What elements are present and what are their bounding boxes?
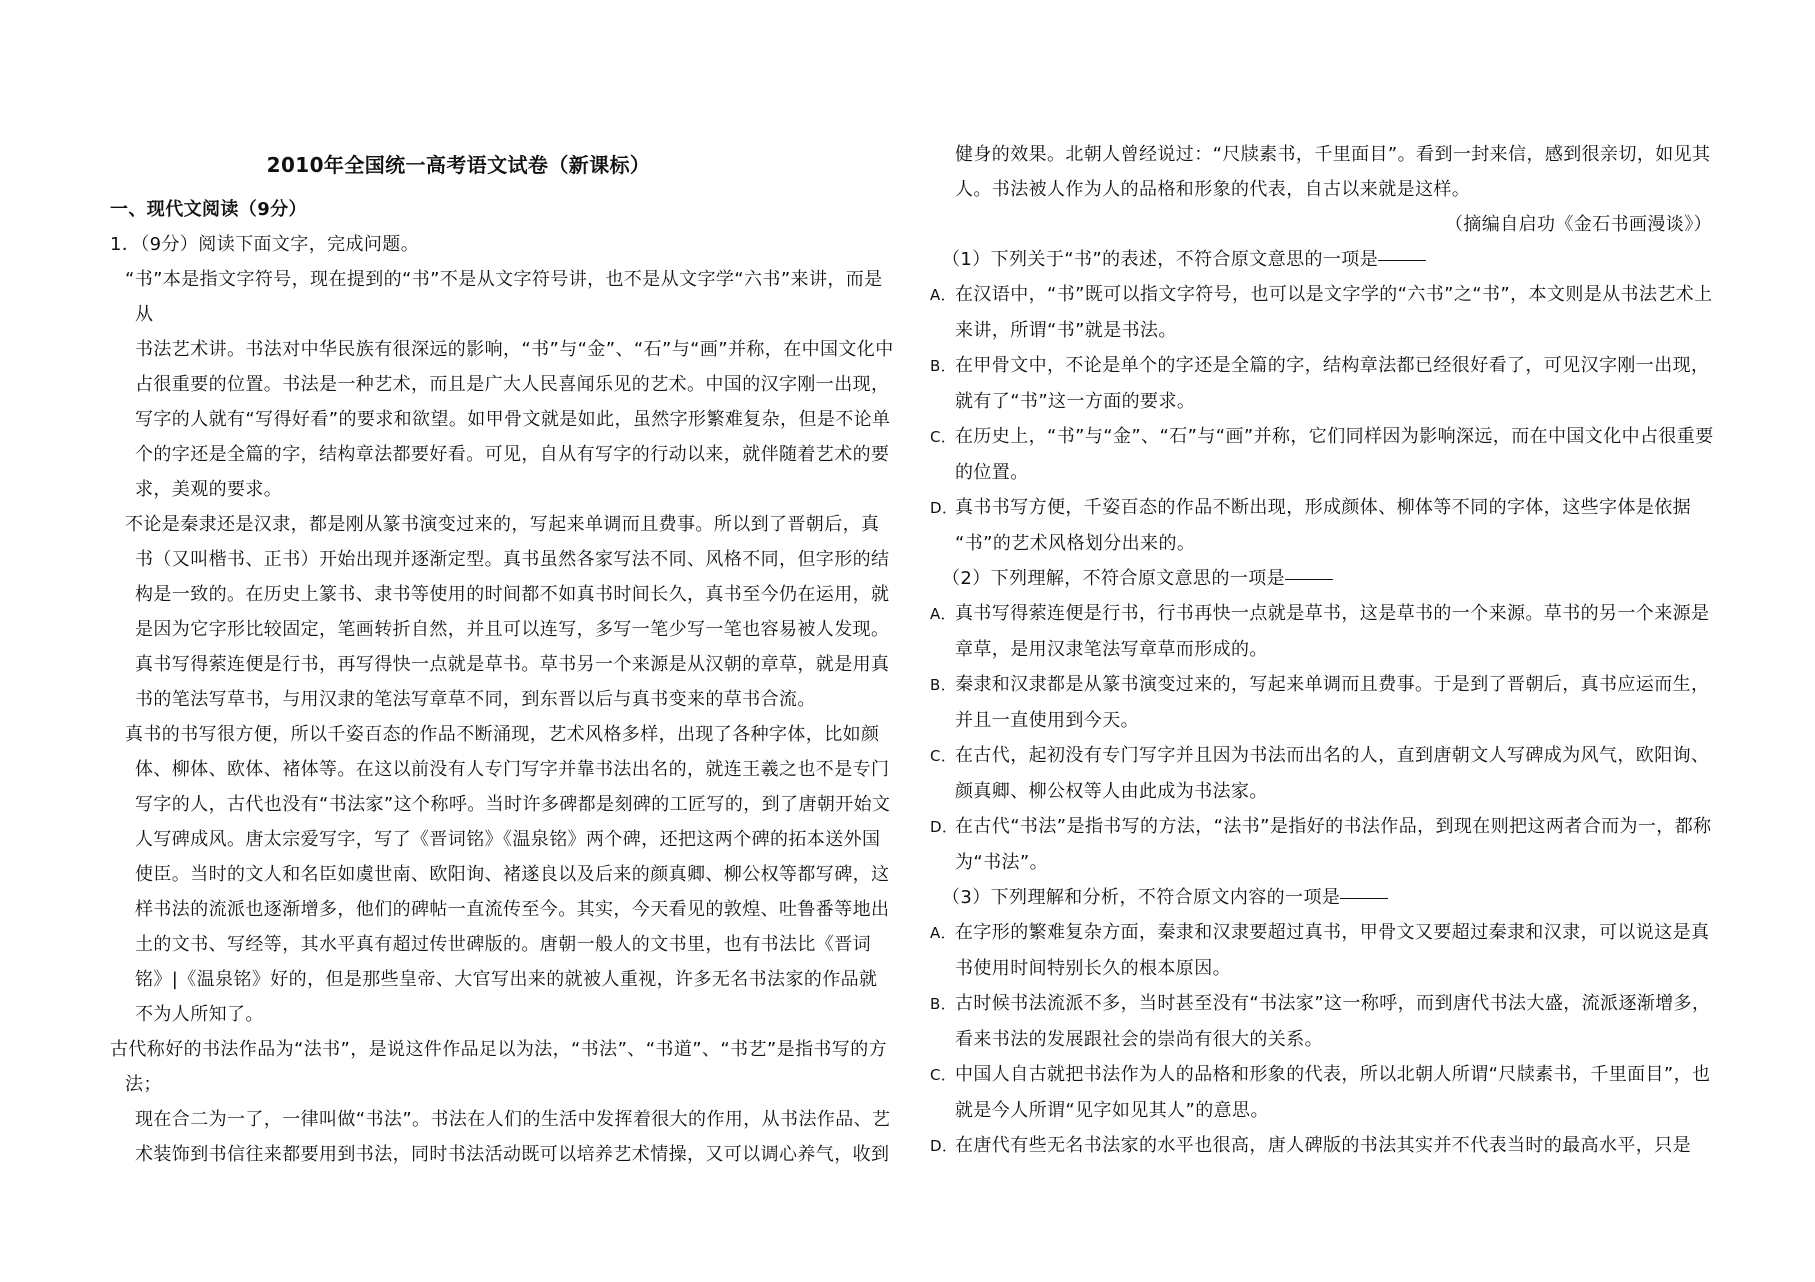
passage-line: 铭》|《温泉铭》好的，但是那些皇帝、大官写出来的就被人重视，许多无名书法家的作品就 <box>135 969 878 990</box>
subquestion-3 <box>930 880 1720 915</box>
option-text-cont: 章草，是用汉隶笔法写章草而形成的。 <box>955 639 1268 660</box>
passage-line: 书的笔法写草书，与用汉隶的笔法写章草不同，到东晋以后与真书变来的草书合流。 <box>135 689 816 710</box>
option-text-cont: “书”的艺术风格划分出来的。 <box>955 533 1196 554</box>
option-text-cont: 来讲，所谓“书”就是书法。 <box>955 320 1177 341</box>
section-heading: 一、现代文阅读（9分） <box>110 199 307 220</box>
subquestion-stem: （3）下列理解和分析，不符合原文内容的一项是 <box>942 887 1341 908</box>
option-letter: A． <box>930 605 957 623</box>
option-a[interactable] <box>930 596 1720 632</box>
option-a[interactable] <box>930 277 1720 313</box>
answer-blank[interactable] <box>1285 578 1333 580</box>
subquestion-2 <box>930 561 1720 596</box>
option-letter: C． <box>930 428 957 446</box>
option-text-cont: 就有了“书”这一方面的要求。 <box>955 391 1196 412</box>
option-c[interactable] <box>930 1057 1720 1093</box>
reading-passage <box>110 262 900 1172</box>
right-column <box>930 0 1720 1164</box>
option-text-cont: 书使用时间特别长久的根本原因。 <box>955 958 1231 979</box>
option-text-cont: 的位置。 <box>955 462 1029 483</box>
passage-line: 写字的人，古代也没有“书法家”这个称呼。当时许多碑都是刻碑的工匠写的，到了唐朝开始文 <box>135 794 891 815</box>
passage-line: 土的文书、写经等，其水平真有超过传世碑版的。唐朝一般人的文书里，也有书法比《晋词 <box>135 934 871 955</box>
option-text-cont: 看来书法的发展跟社会的崇尚有很大的关系。 <box>955 1029 1323 1050</box>
passage-line: 人写碑成风。唐太宗爱写字，写了《晋词铭》《温泉铭》两个碑，还把这两个碑的拓本送外国 <box>135 829 881 850</box>
passage-line: 不为人所知了。 <box>135 1004 264 1025</box>
answer-blank[interactable] <box>1378 259 1426 261</box>
option-c[interactable] <box>930 738 1720 774</box>
passage-line: 书（又叫楷书、正书）开始出现并逐渐定型。真书虽然各家写法不同、风格不同，但字形的结 <box>135 549 890 570</box>
question-intro: 1．（9分）阅读下面文字，完成问题。 <box>110 234 420 255</box>
option-letter: B． <box>930 357 957 375</box>
option-letter: A． <box>930 286 957 304</box>
option-text: 在历史上，“书”与“金”、“石”与“画”并称，它们同样因为影响深远，而在中国文化中占很重要 <box>955 426 1714 447</box>
subquestion-stem: （1）下列关于“书”的表述，不符合原文意思的一项是 <box>942 249 1379 270</box>
option-letter: B． <box>930 676 957 694</box>
option-text: 秦隶和汉隶都是从篆书演变过来的，写起来单调而且费事。于是到了晋朝后，真书应运而生， <box>955 674 1710 695</box>
passage-line: 占很重要的位置。书法是一种艺术，而且是广大人民喜闻乐见的艺术。中国的汉字刚一出现， <box>135 374 890 395</box>
option-text: 在甲骨文中，不论是单个的字还是全篇的字，结构章法都已经很好看了，可见汉字刚一出现， <box>955 355 1710 376</box>
option-letter: D． <box>930 499 958 517</box>
option-text: 在字形的繁难复杂方面，秦隶和汉隶要超过真书，甲骨文又要超过秦隶和汉隶，可以说这是真 <box>955 922 1710 943</box>
option-letter: B． <box>930 995 957 1013</box>
passage-line: 健身的效果。北朝人曾经说过：“尺牍素书，千里面目”。看到一封来信，感到很亲切，如见其 <box>955 144 1711 165</box>
option-letter: D． <box>930 818 958 836</box>
subquestion-stem: （2）下列理解，不符合原文意思的一项是 <box>942 568 1286 589</box>
passage-line: 不论是秦隶还是汉隶，都是刚从篆书演变过来的，写起来单调而且费事。所以到了晋朝后，真 <box>125 514 880 535</box>
option-text: 古时候书法流派不多，当时甚至没有“书法家”这一称呼，而到唐代书法大盛，流派逐渐增多， <box>955 993 1711 1014</box>
option-text-cont: 并且一直使用到今天。 <box>955 710 1139 731</box>
passage-line: 构是一致的。在历史上篆书、隶书等使用的时间都不如真书时间长久，真书至今仍在运用，就 <box>135 584 890 605</box>
option-letter: D． <box>930 1137 958 1155</box>
passage-line: 个的字还是全篇的字，结构章法都要好看。可见，自从有写字的行动以来，就伴随着艺术的要 <box>135 444 890 465</box>
passage-line: 使臣。当时的文人和名臣如虞世南、欧阳询、褚遂良以及后来的颜真卿、柳公权等都写碑，这 <box>135 864 890 885</box>
page-title: 2010年全国统一高考语文试卷（新课标） <box>266 153 651 177</box>
subquestion-1 <box>930 242 1720 277</box>
passage-line: 求，美观的要求。 <box>135 479 283 500</box>
option-b[interactable] <box>930 986 1720 1022</box>
option-text-cont: 为“书法”。 <box>955 852 1049 873</box>
option-b[interactable] <box>930 667 1720 703</box>
passage-line: “书”本是指文字符号，现在提到的“书”不是从文字符号讲，也不是从文字学“六书”来讲，而是从 <box>125 269 883 325</box>
passage-line: 书法艺术讲。书法对中华民族有很深远的影响，“书”与“金”、“石”与“画”并称，在中国文化中 <box>135 339 894 360</box>
passage-line: 真书的书写很方便，所以千姿百态的作品不断涌现，艺术风格多样，出现了各种字体，比如颜 <box>125 724 880 745</box>
passage-line: 人。书法被人作为人的品格和形象的代表，自古以来就是这样。 <box>955 179 1471 200</box>
option-b[interactable] <box>930 348 1720 384</box>
passage-line: 体、柳体、欧体、褚体等。在这以前没有人专门写字并靠书法出名的，就连王羲之也不是专门 <box>135 759 890 780</box>
passage-line: 是因为它字形比较固定，笔画转折自然，并且可以连写，多写一笔少写一笔也容易被人发现。 <box>135 619 890 640</box>
passage-line: 样书法的流派也逐渐增多，他们的碑帖一直流传至今。其实，今天看见的敦煌、吐鲁番等地出 <box>135 899 890 920</box>
option-a[interactable] <box>930 915 1720 951</box>
option-text: 真书书写方便，千姿百态的作品不断出现，形成颜体、柳体等不同的字体，这些字体是依据 <box>955 497 1691 518</box>
passage-line: 写字的人就有“写得好看”的要求和欲望。如甲骨文就是如此，虽然字形繁难复杂，但是不论单 <box>135 409 891 430</box>
option-text: 在汉语中，“书”既可以指文字符号，也可以是文字学的“六书”之“书”，本文则是从书法艺术上 <box>955 284 1713 305</box>
option-text: 在唐代有些无名书法家的水平也很高，唐人碑版的书法其实并不代表当时的最高水平，只是 <box>955 1135 1691 1156</box>
option-d[interactable] <box>930 490 1720 526</box>
passage-line: 术装饰到书信往来都要用到书法，同时书法活动既可以培养艺术情操，又可以调心养气，收到 <box>135 1144 890 1165</box>
option-text: 真书写得萦连便是行书，行书再快一点就是草书，这是草书的一个来源。草书的另一个来源是 <box>955 603 1710 624</box>
left-column <box>110 0 900 1172</box>
option-text: 在古代，起初没有专门写字并且因为书法而出名的人，直到唐朝文人写碑成为风气，欧阳询、 <box>955 745 1710 766</box>
option-letter: C． <box>930 1066 957 1084</box>
option-text-cont: 颜真卿、柳公权等人由此成为书法家。 <box>955 781 1268 802</box>
option-c[interactable] <box>930 419 1720 455</box>
option-d[interactable] <box>930 1128 1720 1164</box>
passage-line: 古代称好的书法作品为“法书”，是说这件作品足以为法，“书法”、“书道”、“书艺”是指书写的方法； <box>110 1039 887 1095</box>
option-text: 中国人自古就把书法作为人的品格和形象的代表，所以北朝人所谓“尺牍素书，千里面目”，也 <box>955 1064 1711 1085</box>
answer-blank[interactable] <box>1340 897 1388 899</box>
option-text-cont: 就是今人所谓“见字如见其人”的意思。 <box>955 1100 1269 1121</box>
option-d[interactable] <box>930 809 1720 845</box>
passage-line: 真书写得萦连便是行书，再写得快一点就是草书。草书另一个来源是从汉朝的章草，就是用真 <box>135 654 890 675</box>
passage-line: 现在合二为一了，一律叫做“书法”。书法在人们的生活中发挥着很大的作用，从书法作品、艺 <box>135 1109 891 1130</box>
option-letter: A． <box>930 924 957 942</box>
option-text: 在古代“书法”是指书写的方法，“法书”是指好的书法作品，到现在则把这两者合而为一，都称 <box>955 816 1712 837</box>
option-letter: C． <box>930 747 957 765</box>
source-citation: （摘编自启功《金石书画漫谈》） <box>1445 214 1712 235</box>
